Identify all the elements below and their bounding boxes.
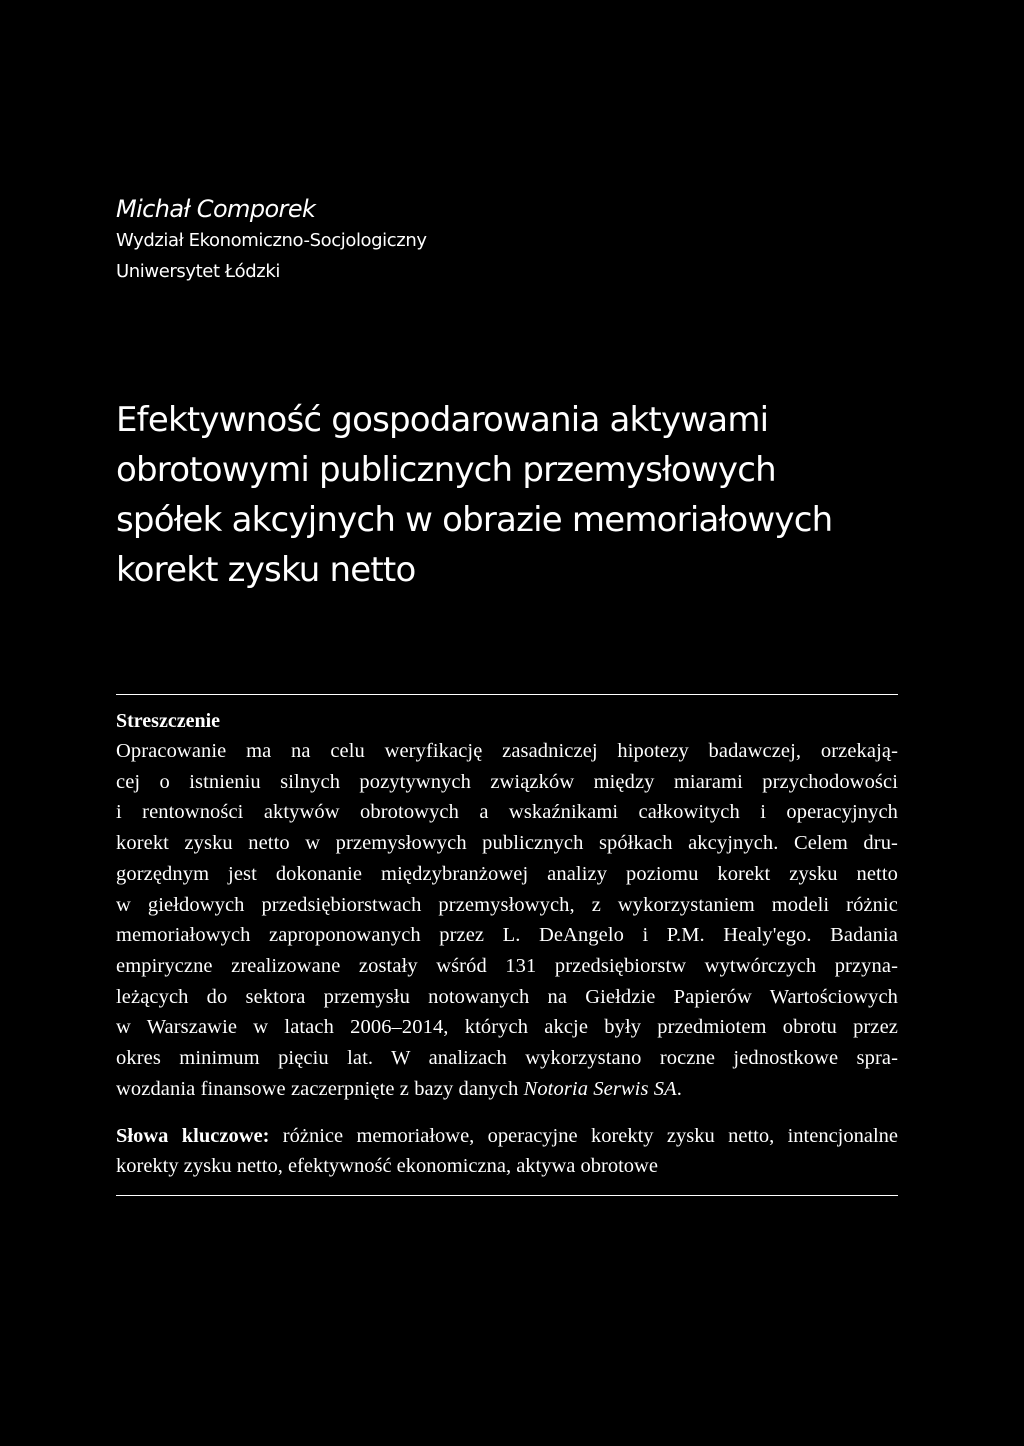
keywords-section: [116, 1121, 898, 1181]
abstract-section: [116, 706, 898, 1104]
abstract-line: gorzędnym jest dokonanie międzybranżowej analizy poziomu korekt zysku netto: [116, 862, 898, 885]
abstract-line: korekt zysku netto w przemysłowych publicznych spółkach akcyjnych. Celem dru-: [116, 832, 898, 855]
abstract-line: empiryczne zrealizowane zostały wśród 131 przedsiębiorstw wytwórczych przyna-: [116, 954, 898, 977]
title-line: obrotowymi publicznych przemysłowych: [116, 450, 776, 490]
abstract-last-suffix: .: [676, 1077, 682, 1100]
title-line: spółek akcyjnych w obrazie memoriałowych: [116, 500, 833, 540]
abstract-heading: Streszczenie: [116, 710, 221, 732]
title-line: korekt zysku netto: [116, 550, 416, 590]
keywords-text-1: różnice memoriałowe, operacyjne korekty zysku netto, intencjonalne: [269, 1125, 899, 1147]
abstract-line: leżących do sektora przemysłu notowanych na Giełdzie Papierów Wartościowych: [116, 985, 898, 1008]
author-name: Michał Comporek: [116, 195, 316, 223]
abstract-line: cej o istnieniu silnych pozytywnych związków między miarami przychodowości: [116, 770, 898, 793]
abstract-line: i rentowności aktywów obrotowych a wskaźnikami całkowitych i operacyjnych: [116, 801, 898, 824]
divider-top: [116, 694, 898, 695]
abstract-line: Opracowanie ma na celu weryfikację zasadniczej hipotezy badawczej, orzekają-: [116, 740, 898, 762]
keywords-line: [116, 1121, 898, 1151]
author-university: Uniwersytet Łódzki: [116, 261, 280, 282]
author-block: [116, 193, 427, 287]
keywords-text-2: korekty zysku netto, efektywność ekonomiczna, aktywa obrotowe: [116, 1155, 658, 1177]
article-title: [116, 395, 906, 595]
abstract-line: w giełdowych przedsiębiorstwach przemysłowych, z wykorzystaniem modeli różnic: [116, 893, 898, 916]
abstract-line: memoriałowych zaproponowanych przez L. DeAngelo i P.M. Healy'ego. Badania: [116, 924, 898, 947]
database-name: Notoria Serwis SA: [523, 1077, 677, 1100]
abstract-line: okres minimum pięciu lat. W analizach wykorzystano roczne jednostkowe spra-: [116, 1047, 898, 1070]
abstract-last-prefix: wozdania finansowe zaczerpnięte z bazy danych: [116, 1077, 524, 1100]
keywords-label: Słowa kluczowe:: [116, 1125, 270, 1147]
title-line: Efektywność gospodarowania aktywami: [116, 400, 769, 440]
abstract-last-line: [116, 1074, 898, 1105]
divider-bottom: [116, 1195, 898, 1196]
abstract-line: w Warszawie w latach 2006–2014, których akcje były przedmiotem obrotu przez: [116, 1016, 898, 1039]
author-department: Wydział Ekonomiczno-Socjologiczny: [116, 230, 427, 251]
